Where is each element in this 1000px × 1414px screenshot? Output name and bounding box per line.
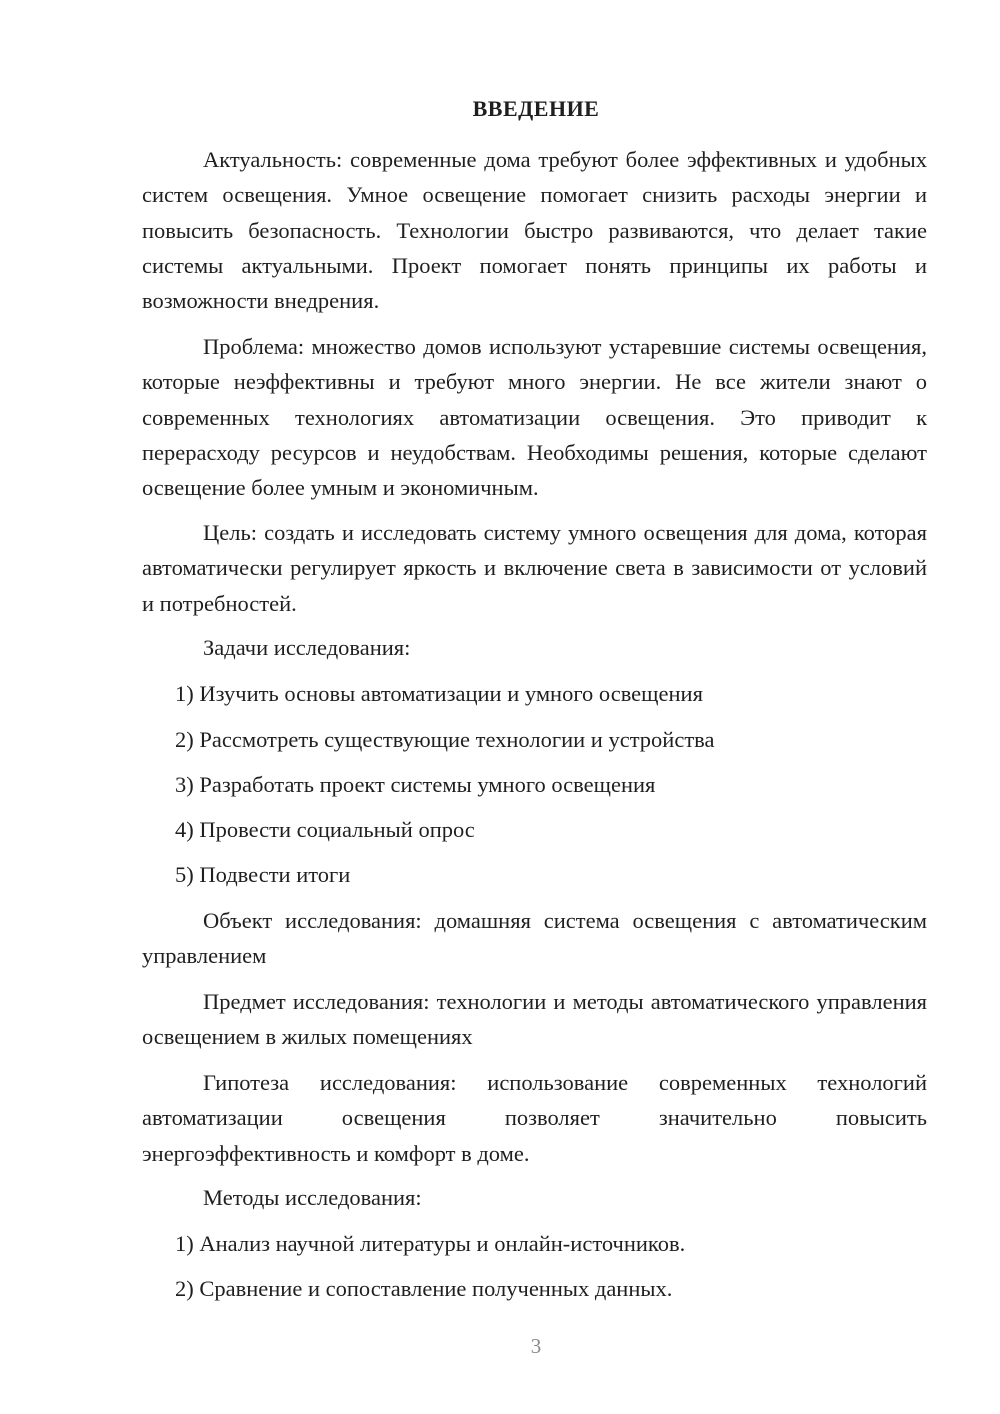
task-item: 4) Провести социальный опрос [175,817,475,842]
relevance-paragraph: Актуальность: современные дома требуют более эффективных и удобных систем освещения. Умное освещение помогает снизить расходы энергии и повысить безопасность. Технологии быстро развиваются, что делает такие системы актуальными. Проект помогает понять принципы их работы и возможности внедрения. [142,147,927,314]
page-number: 3 [530,1334,542,1358]
problem-paragraph: Проблема: множество домов используют устаревшие системы освещения, которые неэффективны и требуют много энергии. Не все жители знают о современных технологиях автоматизации освещения. Это приводит к перерасходу ресурсов и неудобствам. Необходимы решения, которые сделают освещение более умным и экономичным. [142,334,927,501]
object-paragraph: Объект исследования: домашняя система освещения с автоматическим управлением [142,908,927,969]
task-item: 5) Подвести итоги [175,862,351,887]
tasks-heading: Задачи исследования: [203,635,411,660]
method-item: 2) Сравнение и сопоставление полученных данных. [175,1276,673,1301]
task-item: 3) Разработать проект системы умного освещения [175,772,656,797]
subject-paragraph: Предмет исследования: технологии и методы автоматического управления освещением в жилых помещениях [142,989,927,1050]
task-item: 1) Изучить основы автоматизации и умного освещения [175,681,703,706]
hypothesis-paragraph: Гипотеза исследования: использование современных технологий автоматизации освещения позволяет значительно повысить энергоэффективность и комфорт в доме. [142,1070,927,1166]
goal-paragraph: Цель: создать и исследовать систему умного освещения для дома, которая автоматически регулирует яркость и включение света в зависимости от условий и потребностей. [142,520,927,616]
section-title: ВВЕДЕНИЕ [472,96,600,121]
method-item: 1) Анализ научной литературы и онлайн-источников. [175,1231,686,1256]
methods-heading: Методы исследования: [203,1185,422,1210]
task-item: 2) Рассмотреть существующие технологии и устройства [175,727,715,752]
